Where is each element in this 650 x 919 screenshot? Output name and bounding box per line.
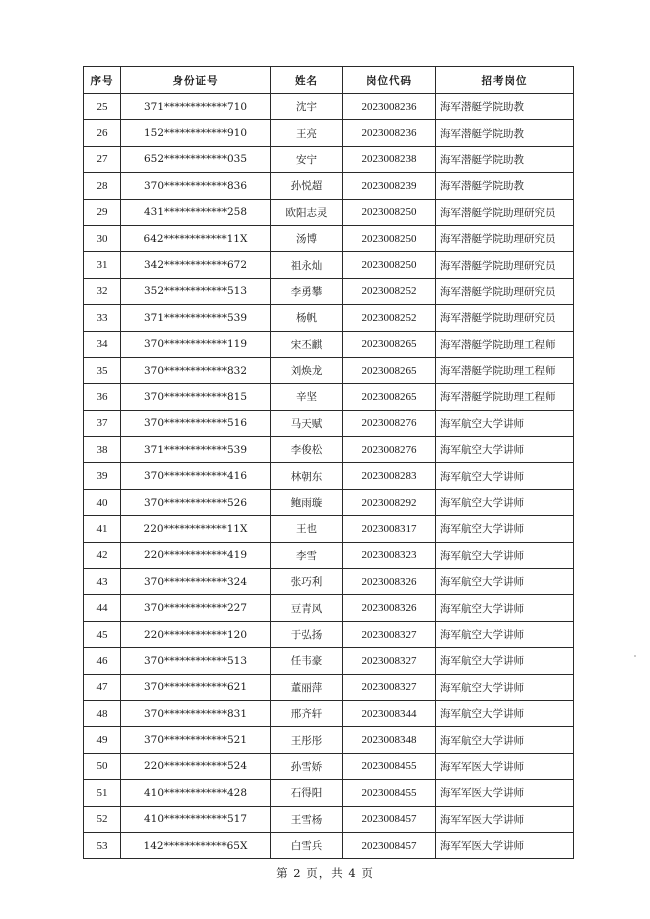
cell-post-code: 2023008283	[343, 463, 436, 489]
cell-seq: 41	[84, 516, 121, 542]
cell-post: 海军潜艇学院助教	[436, 146, 574, 172]
cell-post: 海军航空大学讲师	[436, 648, 574, 674]
cell-post: 海军潜艇学院助理研究员	[436, 199, 574, 225]
cell-seq: 47	[84, 674, 121, 700]
cell-post: 海军潜艇学院助教	[436, 94, 574, 120]
cell-seq: 26	[84, 120, 121, 146]
cell-name: 祖永灿	[271, 252, 343, 278]
cell-id-number: 370************227	[121, 595, 271, 621]
cell-id-number: 370************815	[121, 384, 271, 410]
header-seq: 序号	[84, 67, 121, 94]
cell-id-number: 410************517	[121, 806, 271, 832]
cell-post-code: 2023008265	[343, 357, 436, 383]
table-row	[84, 700, 574, 726]
cell-seq: 32	[84, 278, 121, 304]
table-row	[84, 120, 574, 146]
cell-name: 王也	[271, 516, 343, 542]
cell-id-number: 370************416	[121, 463, 271, 489]
cell-post-code: 2023008276	[343, 437, 436, 463]
cell-seq: 37	[84, 410, 121, 436]
cell-name: 李勇攀	[271, 278, 343, 304]
cell-name: 豆青风	[271, 595, 343, 621]
cell-post-code: 2023008326	[343, 595, 436, 621]
cell-seq: 42	[84, 542, 121, 568]
cell-name: 张巧利	[271, 569, 343, 595]
table-row	[84, 569, 574, 595]
cell-post-code: 2023008276	[343, 410, 436, 436]
cell-post: 海军航空大学讲师	[436, 489, 574, 515]
cell-post-code: 2023008457	[343, 806, 436, 832]
cell-id-number: 370************513	[121, 648, 271, 674]
cell-id-number: 220************120	[121, 621, 271, 647]
cell-seq: 28	[84, 173, 121, 199]
cell-post-code: 2023008327	[343, 648, 436, 674]
cell-name: 刘焕龙	[271, 357, 343, 383]
cell-post: 海军航空大学讲师	[436, 674, 574, 700]
cell-id-number: 220************419	[121, 542, 271, 568]
cell-id-number: 371************539	[121, 305, 271, 331]
table-row	[84, 463, 574, 489]
cell-id-number: 370************119	[121, 331, 271, 357]
cell-post: 海军航空大学讲师	[436, 516, 574, 542]
cell-seq: 38	[84, 437, 121, 463]
cell-post: 海军潜艇学院助教	[436, 120, 574, 146]
scan-speck	[634, 655, 636, 657]
cell-id-number: 142************65X	[121, 832, 271, 858]
table-row	[84, 384, 574, 410]
cell-post: 海军军医大学讲师	[436, 753, 574, 779]
cell-post: 海军航空大学讲师	[436, 595, 574, 621]
cell-post: 海军航空大学讲师	[436, 437, 574, 463]
cell-seq: 35	[84, 357, 121, 383]
table-row	[84, 595, 574, 621]
cell-post-code: 2023008323	[343, 542, 436, 568]
cell-name: 于弘扬	[271, 621, 343, 647]
table-row	[84, 94, 574, 120]
cell-seq: 25	[84, 94, 121, 120]
cell-seq: 44	[84, 595, 121, 621]
cell-name: 孙悦超	[271, 173, 343, 199]
cell-name: 任韦豪	[271, 648, 343, 674]
table-row	[84, 648, 574, 674]
cell-post: 海军航空大学讲师	[436, 727, 574, 753]
cell-name: 白雪兵	[271, 832, 343, 858]
cell-id-number: 642************11X	[121, 225, 271, 251]
cell-post-code: 2023008348	[343, 727, 436, 753]
cell-id-number: 370************831	[121, 700, 271, 726]
cell-name: 邢齐轩	[271, 700, 343, 726]
table-row	[84, 727, 574, 753]
table-row	[84, 437, 574, 463]
cell-post: 海军航空大学讲师	[436, 700, 574, 726]
cell-id-number: 370************324	[121, 569, 271, 595]
page-number: 第 2 页，共 4 页	[276, 866, 374, 880]
cell-id-number: 370************621	[121, 674, 271, 700]
cell-id-number: 352************513	[121, 278, 271, 304]
table-row	[84, 252, 574, 278]
cell-seq: 31	[84, 252, 121, 278]
cell-id-number: 370************526	[121, 489, 271, 515]
cell-seq: 34	[84, 331, 121, 357]
cell-post: 海军军医大学讲师	[436, 780, 574, 806]
cell-name: 李俊松	[271, 437, 343, 463]
cell-name: 马天赋	[271, 410, 343, 436]
cell-name: 董丽萍	[271, 674, 343, 700]
cell-seq: 52	[84, 806, 121, 832]
table-body	[84, 94, 574, 859]
cell-post-code: 2023008265	[343, 384, 436, 410]
cell-id-number: 342************672	[121, 252, 271, 278]
table-row	[84, 542, 574, 568]
cell-seq: 49	[84, 727, 121, 753]
table-header-row	[84, 67, 574, 94]
cell-seq: 46	[84, 648, 121, 674]
cell-id-number: 370************516	[121, 410, 271, 436]
cell-name: 鲍雨璇	[271, 489, 343, 515]
cell-post: 海军航空大学讲师	[436, 542, 574, 568]
table-row	[84, 674, 574, 700]
cell-id-number: 410************428	[121, 780, 271, 806]
table-row	[84, 806, 574, 832]
header-id-number: 身份证号	[121, 67, 271, 94]
cell-seq: 40	[84, 489, 121, 515]
cell-post: 海军航空大学讲师	[436, 463, 574, 489]
cell-id-number: 152************910	[121, 120, 271, 146]
results-table	[83, 66, 574, 859]
cell-name: 汤博	[271, 225, 343, 251]
cell-post-code: 2023008327	[343, 621, 436, 647]
table-row	[84, 516, 574, 542]
results-table-container	[83, 66, 573, 859]
cell-post: 海军潜艇学院助理工程师	[436, 384, 574, 410]
cell-name: 安宁	[271, 146, 343, 172]
cell-id-number: 370************521	[121, 727, 271, 753]
cell-post: 海军潜艇学院助理工程师	[436, 357, 574, 383]
cell-post-code: 2023008236	[343, 120, 436, 146]
cell-id-number: 220************11X	[121, 516, 271, 542]
cell-name: 王亮	[271, 120, 343, 146]
table-row	[84, 146, 574, 172]
cell-seq: 53	[84, 832, 121, 858]
cell-id-number: 220************524	[121, 753, 271, 779]
cell-name: 杨帆	[271, 305, 343, 331]
cell-post-code: 2023008238	[343, 146, 436, 172]
cell-post: 海军潜艇学院助教	[436, 173, 574, 199]
cell-post: 海军潜艇学院助理工程师	[436, 331, 574, 357]
table-row	[84, 199, 574, 225]
cell-name: 李雪	[271, 542, 343, 568]
cell-post-code: 2023008292	[343, 489, 436, 515]
cell-post: 海军军医大学讲师	[436, 806, 574, 832]
cell-seq: 36	[84, 384, 121, 410]
cell-name: 宋丕麒	[271, 331, 343, 357]
header-post-code: 岗位代码	[343, 67, 436, 94]
cell-seq: 29	[84, 199, 121, 225]
cell-post-code: 2023008252	[343, 278, 436, 304]
table-row	[84, 621, 574, 647]
cell-name: 欧阳志灵	[271, 199, 343, 225]
cell-seq: 43	[84, 569, 121, 595]
cell-post-code: 2023008327	[343, 674, 436, 700]
cell-id-number: 370************836	[121, 173, 271, 199]
cell-seq: 39	[84, 463, 121, 489]
cell-seq: 45	[84, 621, 121, 647]
cell-seq: 51	[84, 780, 121, 806]
cell-name: 王彤彤	[271, 727, 343, 753]
cell-post-code: 2023008455	[343, 780, 436, 806]
cell-post: 海军航空大学讲师	[436, 410, 574, 436]
cell-name: 林朝东	[271, 463, 343, 489]
cell-name: 辛坚	[271, 384, 343, 410]
table-row	[84, 410, 574, 436]
cell-post-code: 2023008455	[343, 753, 436, 779]
cell-seq: 50	[84, 753, 121, 779]
cell-post: 海军航空大学讲师	[436, 621, 574, 647]
table-row	[84, 753, 574, 779]
table-row	[84, 780, 574, 806]
cell-post: 海军潜艇学院助理研究员	[436, 252, 574, 278]
cell-post-code: 2023008236	[343, 94, 436, 120]
table-row	[84, 278, 574, 304]
table-row	[84, 305, 574, 331]
cell-post: 海军军医大学讲师	[436, 832, 574, 858]
cell-name: 沈宇	[271, 94, 343, 120]
cell-post: 海军潜艇学院助理研究员	[436, 278, 574, 304]
table-row	[84, 331, 574, 357]
table-row	[84, 357, 574, 383]
cell-seq: 48	[84, 700, 121, 726]
cell-post-code: 2023008250	[343, 252, 436, 278]
cell-seq: 27	[84, 146, 121, 172]
cell-post-code: 2023008317	[343, 516, 436, 542]
header-name: 姓名	[271, 67, 343, 94]
cell-post: 海军航空大学讲师	[436, 569, 574, 595]
cell-seq: 33	[84, 305, 121, 331]
cell-seq: 30	[84, 225, 121, 251]
cell-post-code: 2023008250	[343, 225, 436, 251]
cell-post: 海军潜艇学院助理研究员	[436, 225, 574, 251]
table-row	[84, 173, 574, 199]
cell-post-code: 2023008326	[343, 569, 436, 595]
cell-post-code: 2023008457	[343, 832, 436, 858]
cell-id-number: 431************258	[121, 199, 271, 225]
cell-id-number: 371************710	[121, 94, 271, 120]
cell-post: 海军潜艇学院助理研究员	[436, 305, 574, 331]
header-post: 招考岗位	[436, 67, 574, 94]
table-row	[84, 832, 574, 858]
table-row	[84, 489, 574, 515]
cell-post-code: 2023008239	[343, 173, 436, 199]
cell-post-code: 2023008252	[343, 305, 436, 331]
cell-post-code: 2023008250	[343, 199, 436, 225]
cell-post-code: 2023008344	[343, 700, 436, 726]
cell-name: 石得阳	[271, 780, 343, 806]
cell-post-code: 2023008265	[343, 331, 436, 357]
table-row	[84, 225, 574, 251]
cell-name: 孙雪娇	[271, 753, 343, 779]
cell-id-number: 370************832	[121, 357, 271, 383]
cell-id-number: 371************539	[121, 437, 271, 463]
cell-id-number: 652************035	[121, 146, 271, 172]
cell-name: 王雪杨	[271, 806, 343, 832]
